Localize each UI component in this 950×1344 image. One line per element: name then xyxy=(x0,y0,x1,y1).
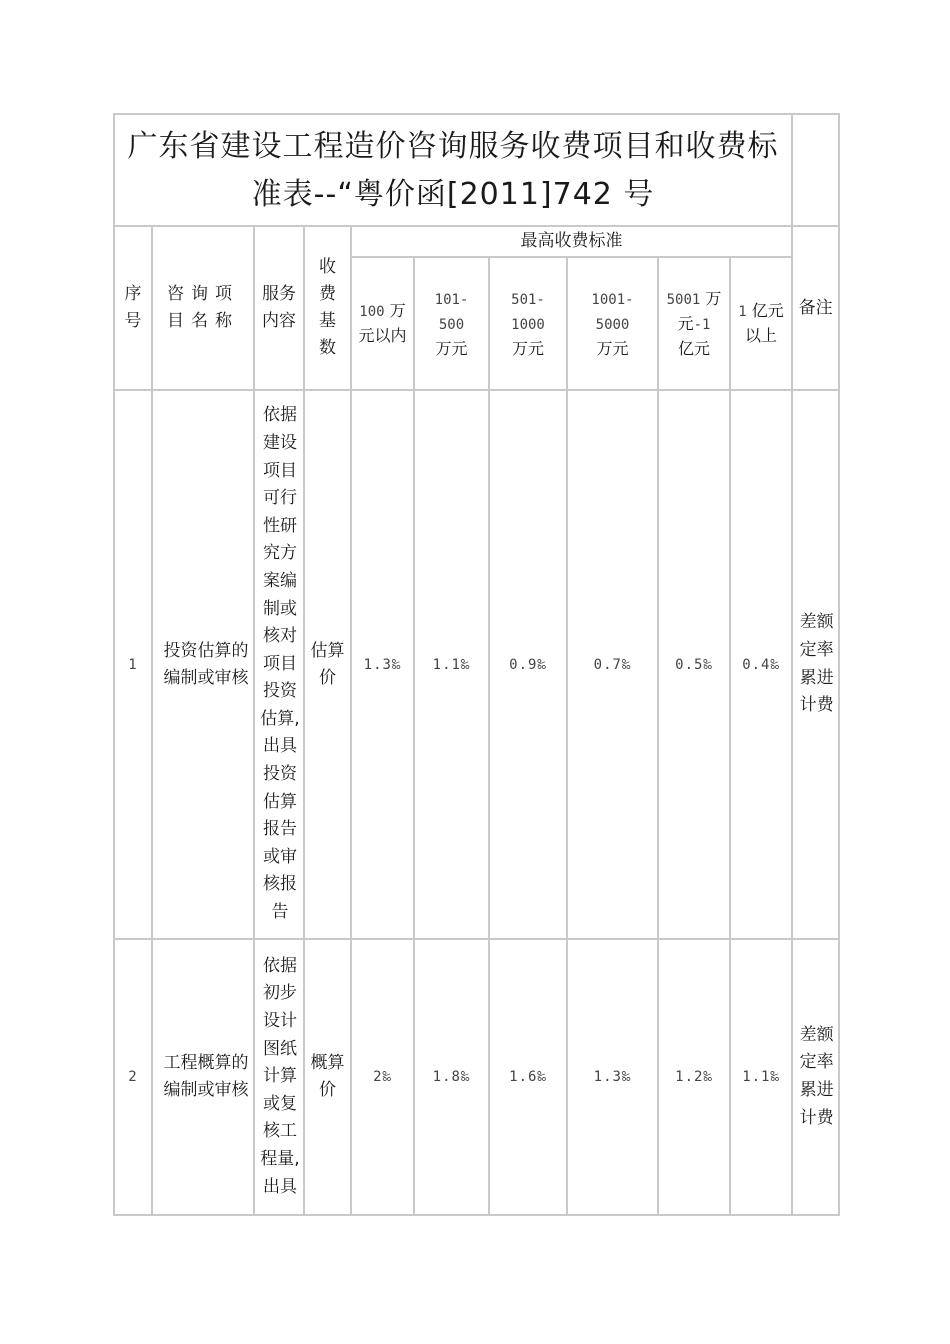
tier-header-5: 5001 万 元-1 亿元 xyxy=(658,257,730,390)
rate-cell: 0.5‰ xyxy=(658,390,730,939)
rate-cell: 0.7‰ xyxy=(567,390,658,939)
rate-cell: 0.4‰ xyxy=(730,390,792,939)
tier-header-4: 1001- 5000 万元 xyxy=(567,257,658,390)
header-index: 序 号 xyxy=(114,226,152,390)
rate-cell: 1.1‰ xyxy=(414,390,489,939)
tier-header-1: 100 万 元以内 xyxy=(351,257,414,390)
row-index: 2 xyxy=(114,939,152,1215)
table-row xyxy=(114,939,839,1215)
tier-header-3: 501- 1000 万元 xyxy=(489,257,567,390)
rate-cell: 1.6‰ xyxy=(489,939,567,1215)
header-fee-base: 收 费 基 数 xyxy=(304,226,351,390)
table-row xyxy=(114,390,839,939)
row-item-name: 工程概算的编制或审核 xyxy=(152,939,254,1215)
row-index: 1 xyxy=(114,390,152,939)
row-remark: 差额定率累进计费 xyxy=(792,390,839,939)
tier-header-2: 101- 500 万元 xyxy=(414,257,489,390)
row-remark: 差额定率累进计费 xyxy=(792,939,839,1215)
rate-cell: 1.2‰ xyxy=(658,939,730,1215)
header-service-content: 服务 内容 xyxy=(254,226,304,390)
header-item-name: 咨询项 目名称 xyxy=(152,226,254,390)
row-fee-base: 估算价 xyxy=(304,390,351,939)
rate-cell: 1.1‰ xyxy=(730,939,792,1215)
row-item-name: 投资估算的编制或审核 xyxy=(152,390,254,939)
header-remark: 备注 xyxy=(792,226,839,390)
document-title: 广东省建设工程造价咨询服务收费项目和收费标准表--“粤价函[2011]742 号 xyxy=(114,114,792,226)
title-blank-cell xyxy=(792,114,839,226)
tier-header-6: 1 亿元 以上 xyxy=(730,257,792,390)
rate-cell: 2‰ xyxy=(351,939,414,1215)
row-service-content: 依据初步设计图纸计算或复核工程量,出具 xyxy=(254,939,304,1215)
rate-cell: 1.8‰ xyxy=(414,939,489,1215)
fee-standard-table xyxy=(113,113,840,1216)
rate-cell: 1.3‰ xyxy=(351,390,414,939)
row-fee-base: 概算价 xyxy=(304,939,351,1215)
rate-cell: 0.9‰ xyxy=(489,390,567,939)
row-service-content: 依据建设项目可行性研究方案编制或核对项目投资估算,出具投资估算报告或审核报告 xyxy=(254,390,304,939)
header-max-fee-standard: 最高收费标准 xyxy=(351,226,792,257)
rate-cell: 1.3‰ xyxy=(567,939,658,1215)
